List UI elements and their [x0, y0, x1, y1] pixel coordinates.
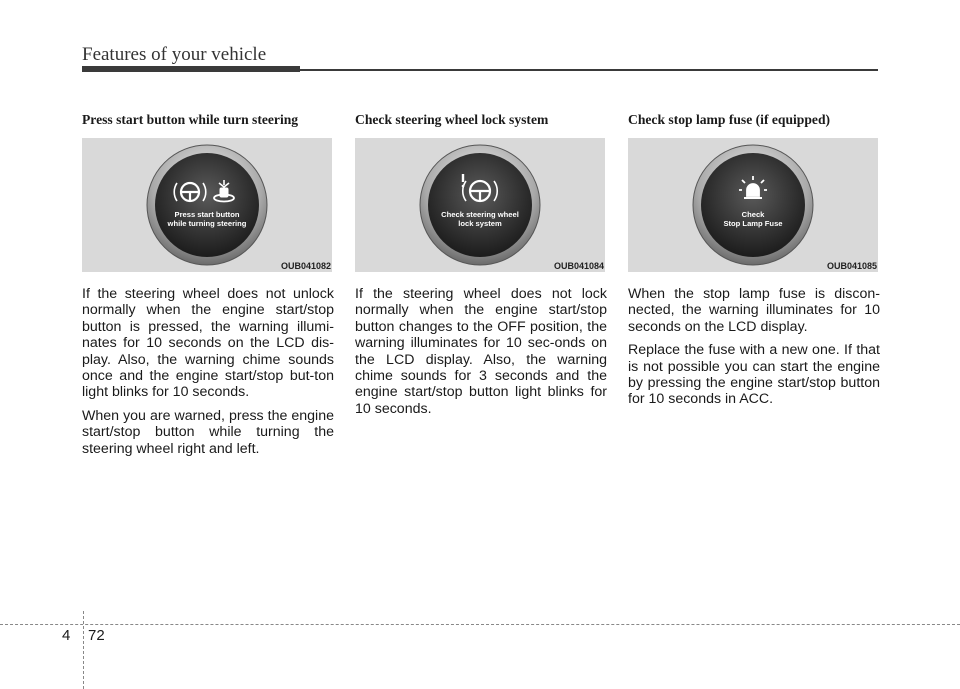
dial-line: Check	[741, 210, 765, 219]
body-paragraph: If the steering wheel does not lock normally when the engine start/stop button changes to the OFF position, the warning illuminates for 10 sec-onds on the LCD display. Also, the warning chime sounds for 3 seconds and the engine start/stop button light blinks for 10 seconds.	[355, 286, 607, 417]
lcd-dial-graphic	[628, 138, 878, 272]
figure-code: OUB041085	[826, 261, 877, 271]
dial-message	[703, 210, 803, 228]
section-press-start-button	[82, 112, 334, 457]
header-rule-thin	[300, 69, 878, 71]
footer-divider	[83, 611, 84, 689]
dial-line: while turning steering	[167, 219, 247, 228]
body-paragraph: Replace the fuse with a new one. If that is not possible you can start the engine by pressing the engine start/stop button for 10 seconds in ACC.	[628, 342, 880, 408]
figure-code: OUB041084	[553, 261, 604, 271]
dial-line: Stop Lamp Fuse	[723, 219, 783, 228]
lcd-dial-graphic	[82, 138, 332, 272]
dial-message	[157, 210, 257, 228]
dial-line: lock system	[458, 219, 502, 228]
dial-line: Check steering wheel	[441, 210, 519, 219]
warning-display-figure	[355, 138, 605, 272]
lcd-dial-graphic	[355, 138, 605, 272]
dial-line: Press start button	[174, 210, 240, 219]
section-heading: Press start button while turn steering	[82, 112, 299, 127]
header-rule-thick	[82, 66, 300, 72]
page-section-number: 4	[62, 627, 71, 644]
section-heading: Check steering wheel lock system	[355, 112, 549, 127]
body-paragraph: When you are warned, press the engine start/stop button while turning the steering wheel right and left.	[82, 407, 334, 457]
warning-display-figure	[628, 138, 878, 272]
figure-code: OUB041082	[280, 261, 331, 271]
body-paragraph: If the steering wheel does not unlock normally when the engine start/stop button is pressed, the warning illumi-nates for 10 seconds on the LCD dis-play. Also, the warning chime sounds once and the engine start/stop but-ton light blinks for 10 seconds.	[82, 286, 334, 401]
footer-rule	[0, 624, 960, 625]
dial-message	[430, 210, 530, 228]
page-number: 72	[88, 627, 105, 644]
section-check-stop-lamp-fuse	[628, 112, 880, 408]
body-paragraph: When the stop lamp fuse is discon-nected, the warning illuminates for 10 seconds on the LCD display.	[628, 286, 880, 335]
section-check-steering-lock	[355, 112, 607, 417]
header-title: Features of your vehicle	[82, 44, 267, 65]
section-heading: Check stop lamp fuse (if equipped)	[628, 112, 831, 127]
warning-display-figure	[82, 138, 332, 272]
